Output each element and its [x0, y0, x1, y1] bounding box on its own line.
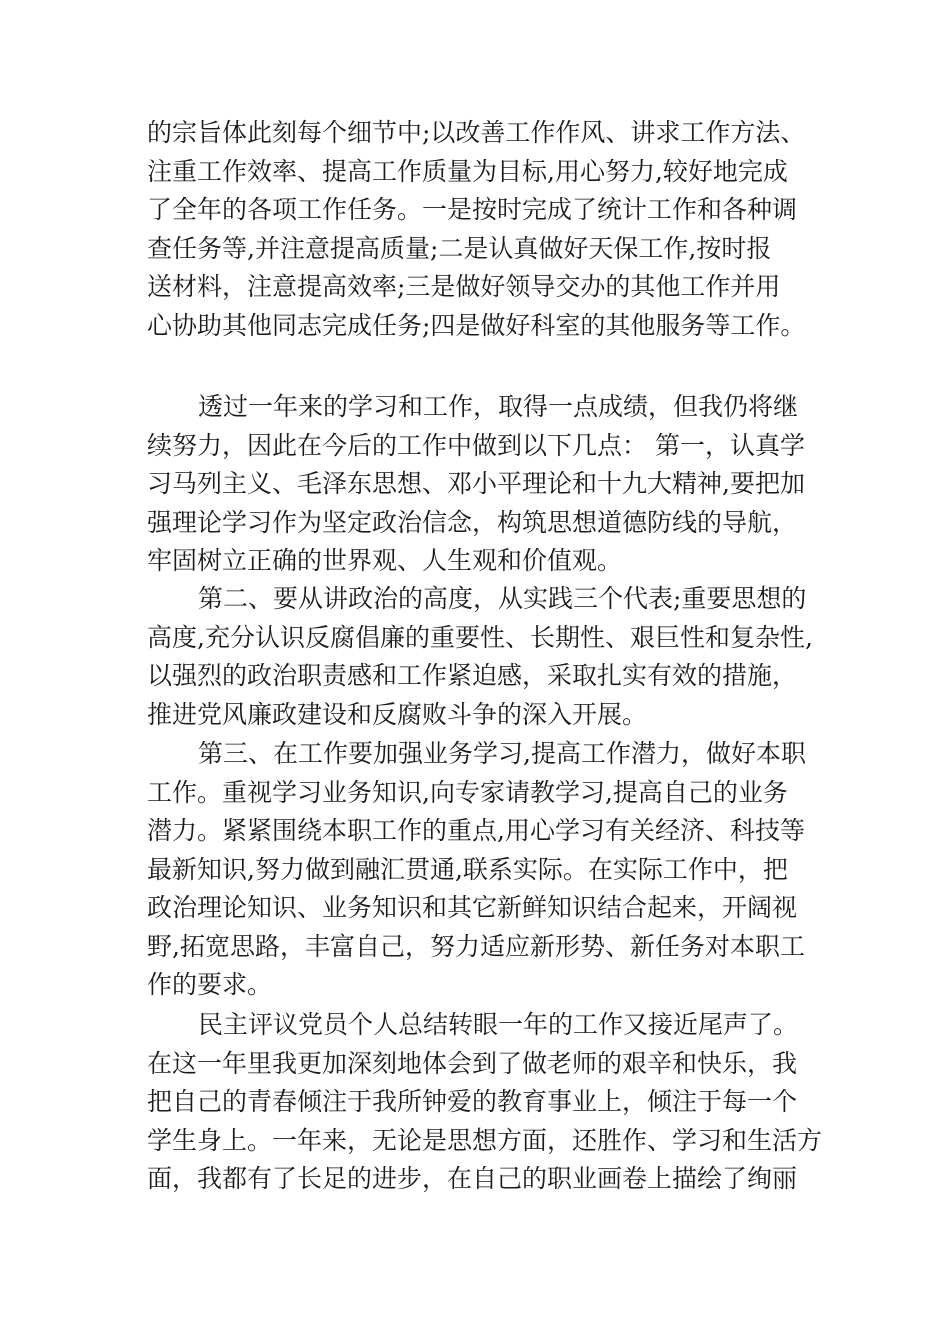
text-line: 在这一年里我更加深刻地体会到了做老师的艰辛和快乐，我 [147, 1048, 798, 1078]
text-line: 第二、要从讲政治的高度，从实践三个代表;重要思想的 [198, 584, 807, 613]
text-line: 以强烈的政治职责感和工作紧迫感，采取扎实有效的措施， [147, 661, 798, 690]
text-line: 把自己的青春倾注于我所钟爱的教育事业上，倾注于每一个 [147, 1087, 798, 1116]
text-line: 查任务等,并注意提高质量;二是认真做好天保工作,按时报 [147, 233, 772, 263]
text-line: 强理论学习作为坚定政治信念，构筑思想道德防线的导航， [147, 507, 798, 537]
text-line: 政治理论知识、业务知识和其它新鲜知识结合起来，开阔视 [147, 893, 798, 922]
text-line: 最新知识,努力做到融汇贯通,联系实际。在实际工作中，把 [147, 854, 788, 884]
paragraph-2 [147, 388, 827, 581]
text-line: 习马列主义、毛泽东思想、邓小平理论和十九大精神,要把加 [147, 469, 805, 498]
text-line: 续努力，因此在今后的工作中做到以下几点： 第一，认真学 [147, 430, 805, 460]
paragraph-1 [147, 114, 827, 345]
text-line: 了全年的各项工作任务。一是按时完成了统计工作和各种调 [147, 195, 798, 224]
text-line: 高度,充分认识反腐倡廉的重要性、长期性、艰巨性和复杂性, [147, 622, 813, 652]
text-line: 第三、在工作要加强业务学习,提高工作潜力，做好本职 [198, 739, 806, 768]
text-line: 推进党风廉政建设和反腐败斗争的深入开展。 [147, 699, 648, 729]
text-line: 学生身上。一年来，无论是思想方面，还胜作、学习和生活方 [147, 1125, 823, 1155]
text-line: 透过一年来的学习和工作，取得一点成绩，但我仍将继 [198, 392, 799, 421]
paragraph-4 [147, 735, 827, 1005]
text-line: 送材料，注意提高效率;三是做好领导交办的其他工作并用 [147, 272, 781, 301]
text-line: 潜力。紧紧围绕本职工作的重点,用心学习有关经济、科技等 [147, 816, 805, 845]
text-line: 心协助其他同志完成任务;四是做好科室的其他服务等工作。 [147, 310, 806, 340]
text-line: 民主评议党员个人总结转眼一年的工作又接近尾声了。 [198, 1010, 799, 1039]
text-line: 牢固树立正确的世界观、人生观和价值观。 [147, 546, 623, 575]
text-line: 的宗旨体此刻每个细节中;以改善工作作风、讲求工作方法、 [147, 118, 806, 147]
text-line: 工作。重视学习业务知识,向专家请教学习,提高自己的业务 [147, 777, 788, 807]
text-line: 野,拓宽思路，丰富自己，努力适应新形势、新任务对本职工 [147, 931, 805, 961]
text-line: 注重工作效率、提高工作质量为目标,用心努力,较好地完成 [147, 156, 788, 186]
text-line: 面，我都有了长足的进步，在自己的职业画卷上描绘了绚丽 [147, 1164, 798, 1193]
text-line: 作的要求。 [147, 970, 273, 999]
paragraph-5 [147, 1006, 827, 1199]
paragraph-3 [147, 580, 827, 734]
